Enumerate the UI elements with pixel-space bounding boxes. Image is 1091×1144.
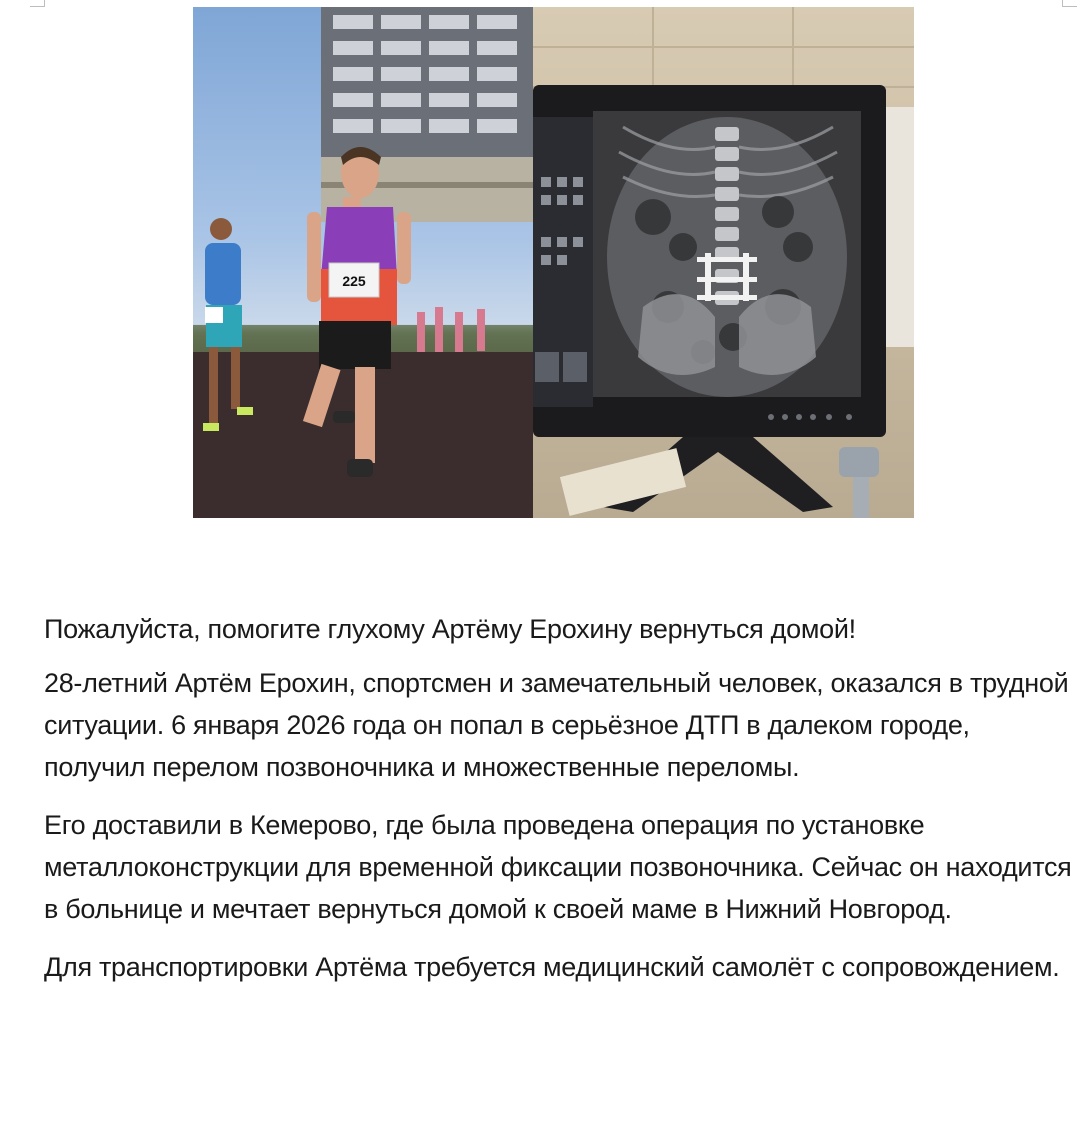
article-paragraph: Его доставили в Кемерово, где была проведена операция по установке металлоконструкции для временной фиксации позвоночника. Сейчас он находится в больнице и мечтает вернуться домой к своей маме в Нижний Новгород. — [44, 810, 1072, 924]
race-bib-number: 225 — [342, 273, 366, 289]
article-paragraph: Для транспортировки Артёма требуется медицинский самолёт с сопровождением. — [44, 952, 1060, 982]
xray-photo-illustration — [533, 7, 914, 518]
article — [44, 612, 1074, 1004]
page-corner-mark-right — [1062, 0, 1077, 7]
page-corner-mark-left — [30, 0, 45, 7]
runner-photo-illustration — [193, 7, 533, 518]
article-heading: Пожалуйста, помогите глухому Артёму Ерохину вернуться домой! — [44, 614, 856, 644]
xray-photo — [533, 7, 914, 518]
runner-photo — [193, 7, 533, 518]
building-facade — [321, 7, 533, 157]
article-paragraph: 28-летний Артём Ерохин, спортсмен и замечательный человек, оказался в трудной ситуации. 6 января 2026 года он попал в серьёзное ДТП в далеком городе, получил перелом позвоночника и множественные переломы. — [44, 668, 1069, 782]
photo-collage — [193, 7, 914, 518]
